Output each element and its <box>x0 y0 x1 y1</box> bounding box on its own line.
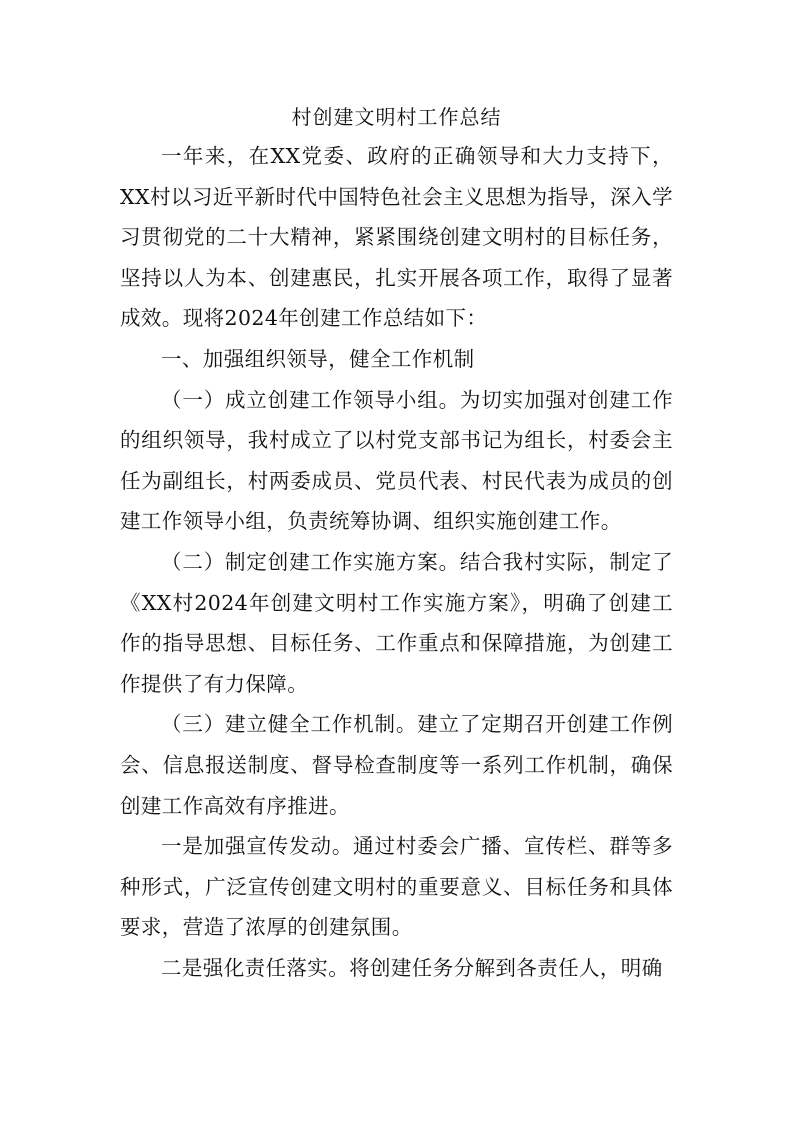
paragraph-subsection-2: （二）制定创建工作实施方案。结合我村实际，制定了《XX村2024年创建文明村工作实施方案》，明确了创建工作的指导思想、目标任务、工作重点和保障措施，为创建工作提供了有力保障。 <box>120 549 673 696</box>
paragraph-point-1: 一是加强宣传发动。通过村委会广播、宣传栏、群等多种形式，广泛宣传创建文明村的重要意义、目标任务和具体要求，营造了浓厚的创建氛围。 <box>120 834 673 940</box>
paragraph-subsection-3: （三）建立健全工作机制。建立了定期召开创建工作例会、信息报送制度、督导检查制度等一系列工作机制，确保创建工作高效有序推进。 <box>120 712 673 818</box>
document-title: 村创建文明村工作总结 <box>291 105 502 129</box>
document-body <box>120 100 673 988</box>
paragraph-subsection-1: （一）成立创建工作领导小组。为切实加强对创建工作的组织领导，我村成立了以村党支部书记为组长，村委会主任为副组长，村两委成员、党员代表、村民代表为成员的创建工作领导小组，负责统筹协调、组织实施创建工作。 <box>120 387 673 534</box>
section-heading-1: 一、加强组织领导，健全工作机制 <box>161 346 475 371</box>
paragraph-point-2: 二是强化责任落实。将创建任务分解到各责任人，明确 <box>161 955 663 980</box>
paragraph-intro: 一年来，在XX党委、政府的正确领导和大力支持下，XX村以习近平新时代中国特色社会主义思想为指导，深入学习贯彻党的二十大精神，紧紧围绕创建文明村的目标任务，坚持以人为本、创建惠民，扎实开展各项工作，取得了显著成效。现将2024年创建工作总结如下： <box>120 144 673 331</box>
